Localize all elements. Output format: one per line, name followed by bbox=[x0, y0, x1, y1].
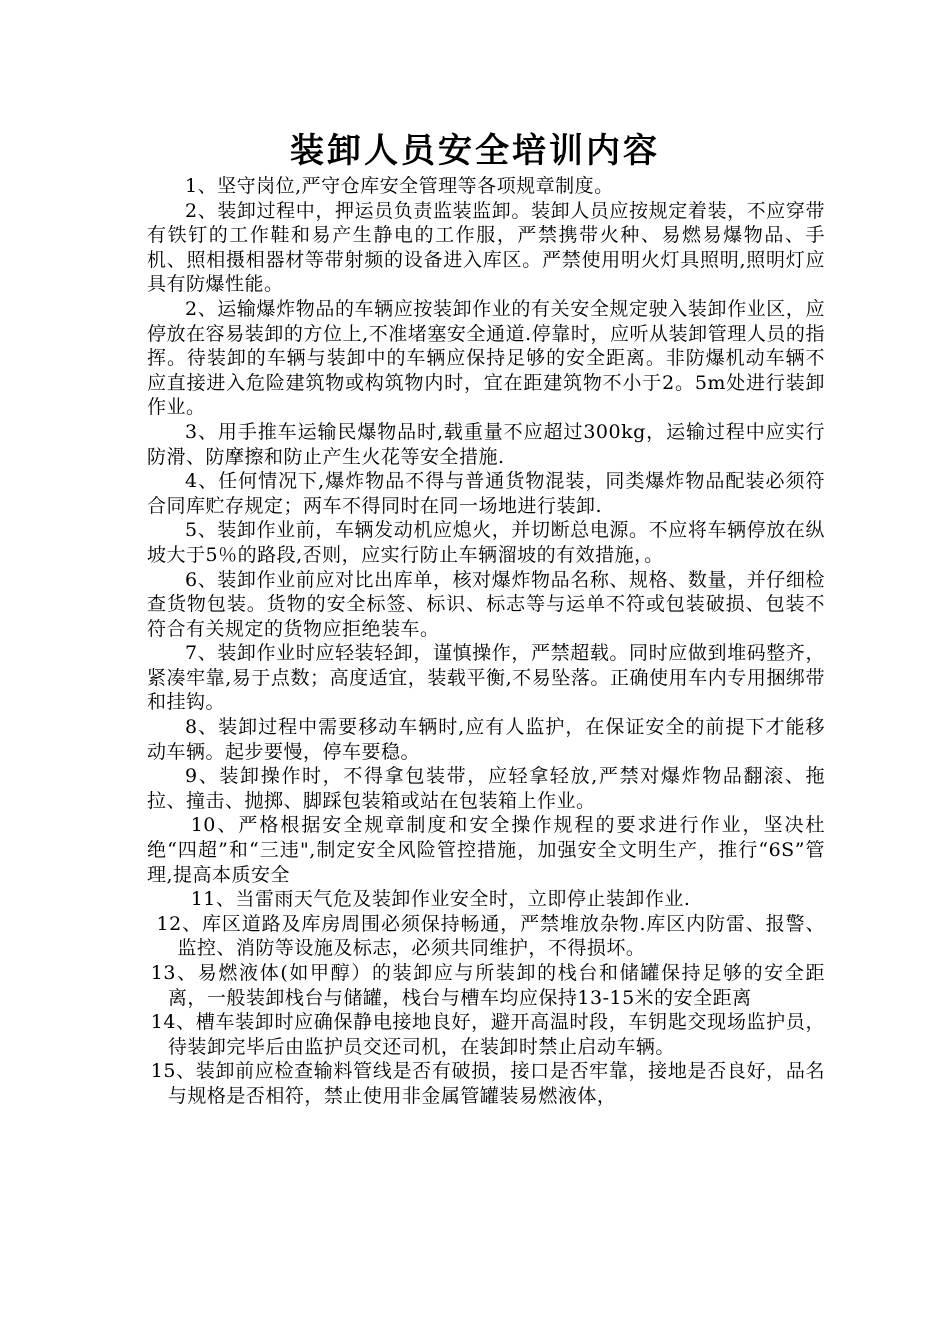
paragraph-16: 15、装卸前应检查输料管线是否有破损，接口是否牢靠，接地是否良好，品名与规格是否相符，禁止使用非金属管罐装易燃液体， bbox=[150, 1060, 825, 1107]
paragraph-7: 6、装卸作业前应对比出库单，核对爆炸物品名称、规格、数量，并仔细检查货物包装。货物的安全标签、标识、标志等与运单不符或包装破损、包装不符合有关规定的货物应拒绝装车。 bbox=[147, 568, 825, 640]
document-title: 装卸人员安全培训内容 bbox=[290, 131, 660, 171]
document-body bbox=[147, 174, 825, 1109]
paragraph-9: 8、装卸过程中需要移动车辆时,应有人监护，在保证安全的前提下才能移动车辆。起步要慢，停车要稳。 bbox=[147, 716, 825, 763]
paragraph-11: 10、严格根据安全规章制度和安全操作规程的要求进行作业，坚决杜绝“四超”和“三违",制定安全风险管控措施，加强安全文明生产，推行“6S”管理,提高本质安全 bbox=[147, 814, 825, 886]
paragraph-15: 14、槽车装卸时应确保静电接地良好，避开高温时段，车钥匙交现场监护员，待装卸完毕后由监护员交还司机，在装卸时禁止启动车辆。 bbox=[150, 1011, 825, 1058]
paragraph-1: 1、坚守岗位,严守仓库安全管理等各项规章制度。 bbox=[185, 175, 614, 197]
paragraph-3: 2、运输爆炸物品的车辆应按装卸作业的有关安全规定驶入装卸作业区，应停放在容易装卸的方位上,不准堵塞安全通道.停靠时，应听从装卸管理人员的指挥。待装卸的车辆与装卸中的车辆应保持足够的安全距离。非防爆机动车辆不应直接进入危险建筑物或构筑物内时，宜在距建筑物不小于2。5m处进行装卸作业。 bbox=[147, 297, 825, 419]
paragraph-13: 12、库区道路及库房周围必须保持畅通，严禁堆放杂物.库区内防雷、报警、监控、消防等设施及标志，必须共同维护，不得损坏。 bbox=[156, 912, 825, 960]
paragraph-12: 11、当雷雨天气危及装卸作业安全时，立即停止装卸作业. bbox=[190, 888, 691, 911]
paragraph-8: 7、装卸作业时应轻装轻卸，谨慎操作，严禁超载。同时应做到堆码整齐，紧凑牢靠,易于点数；高度适宜，装载平衡,不易坠落。正确使用车内专用捆绑带和挂钩。 bbox=[147, 642, 825, 714]
paragraph-14: 13、易燃液体(如甲醇）的装卸应与所装卸的栈台和储罐保持足够的安全距离，一般装卸栈台与储罐，栈台与槽车均应保持13-15米的安全距离 bbox=[150, 962, 825, 1009]
paragraph-4: 3、用手推车运输民爆物品时,载重量不应超过300kg，运输过程中应实行防滑、防摩擦和防止产生火花等安全措施. bbox=[147, 420, 825, 468]
paragraph-2: 2、装卸过程中，押运员负责监装监卸。装卸人员应按规定着装，不应穿带有铁钉的工作鞋和易产生静电的工作服，严禁携带火种、易燃易爆物品、手机、照相摄相器材等带射频的设备进入库区。严禁使用明火灯具照明,照明灯应具有防爆性能。 bbox=[147, 199, 825, 296]
paragraph-5: 4、任何情况下,爆炸物品不得与普通货物混装，同类爆炸物品配装必须符合同库贮存规定；两车不得同时在同一场地进行装卸. bbox=[147, 470, 825, 517]
paragraph-6: 5、装卸作业前，车辆发动机应熄火，并切断总电源。不应将车辆停放在纵坡大于5％的路段,否则，应实行防止车辆溜坡的有效措施，。 bbox=[147, 519, 825, 566]
paragraph-10: 9、装卸操作时，不得拿包装带，应轻拿轻放,严禁对爆炸物品翻滚、拖拉、撞击、抛掷、脚踩包装箱或站在包装箱上作业。 bbox=[147, 765, 825, 812]
